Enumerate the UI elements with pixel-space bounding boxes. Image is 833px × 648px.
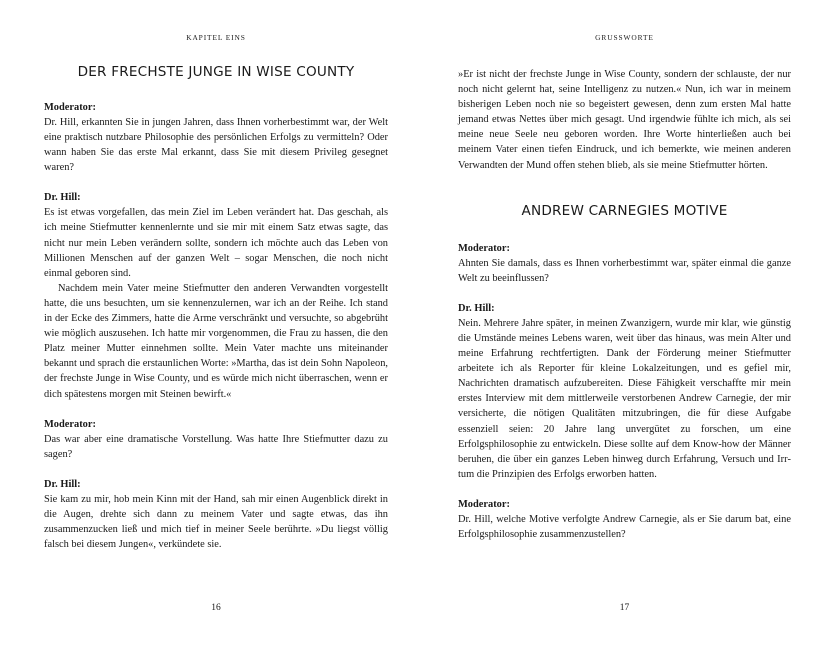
speaker-label: Dr. Hill: <box>458 302 495 314</box>
dialogue-paragraph: Das war aber eine dramatische Vorstellung. Was hatte Ihre Stiefmutter dazu zu sagen? <box>44 433 388 460</box>
dialogue-block <box>44 100 388 175</box>
speaker-label: Moderator: <box>44 418 96 430</box>
running-head-left: KAPITEL EINS <box>186 33 246 42</box>
right-page-body <box>458 67 791 557</box>
dialogue-block <box>458 301 791 482</box>
dialogue-paragraph: Ahnten Sie damals, dass es Ihnen vorherbestimmt war, später einmal die ganze Welt zu beeinflussen? <box>458 257 791 284</box>
speaker-label: Dr. Hill: <box>44 192 81 204</box>
dialogue-block <box>458 241 791 286</box>
speaker-label: Dr. Hill: <box>44 478 81 490</box>
dialogue-paragraph: Nein. Mehrere Jahre später, in meinen Zwanzigern, wurde mir klar, wie günstig die Umstände meines Lebens waren, weit über das hinaus, was mein Alter und meine Erfahrung rechtfertigten. Dank der Förderung meiner Stiefmutter arbeitete ich als Reporter für kleine Lokalzeitungen, und es gefiel mir, Nachrichten dramatisch aufzubereiten. Diese Fähigkeit verschaffte mir mein erstes Interview mit dem mittlerweile verstorbenen Andrew Carnegie, der mir versicherte, die nötigen Qualitäten mitzubringen, die für diese Aufgabe essenziell seien: 20 Jahre lang unvergütet zu forschen, um eine Erfolgsphilosophie zu entwickeln. Diese sollte auf dem Know-how der Männer beruhen, die über ein ganzes Leben hinweg durch Erfahrung, Versuch und Irrtum die Prinzipien des Erfolgs erworben hatten. <box>458 317 791 480</box>
speaker-label: Moderator: <box>44 102 96 113</box>
chapter-title-right: ANDREW CARNEGIES MOTIVE <box>521 202 728 219</box>
running-head-right: GRUSSWORTE <box>595 33 654 42</box>
dialogue-block <box>44 477 388 552</box>
speaker-label: Moderator: <box>458 242 510 254</box>
right-page <box>458 0 791 648</box>
dialogue-block <box>458 497 791 542</box>
opening-paragraph: »Er ist nicht der frechste Junge in Wise County, sondern der schlauste, der nur noch nicht gelernt hat, seine Intelligenz zu nutzen.« Nun, ich war in meinem bisherigen Leben noch nie so begeistert gewesen, denn zum ersten Mal hatte jemand etwas Nettes über mich gesagt. Und irgendwie fühlte ich mich, als sei meine neue Seele neu geboren worden. Ihre Worte hinterließen auch bei meinem Vater einen tiefen Eindruck, und ich bemerkte, wie meinen anderen Verwandten der Mund offen stehen blieb, als sie meine Stiefmutter hörten. <box>458 69 791 171</box>
left-page-body <box>44 100 388 567</box>
dialogue-block <box>44 417 388 462</box>
chapter-title-left: DER FRECHSTE JUNGE IN WISE COUNTY <box>77 64 355 80</box>
page-number-left: 16 <box>211 603 221 613</box>
dialogue-paragraph: Dr. Hill, welche Motive verfolgte Andrew Carnegie, als er Sie darum bat, eine Erfolgsphilosophie zusammenzustellen? <box>458 513 791 540</box>
page-number-right: 17 <box>619 603 630 613</box>
left-page <box>44 0 388 648</box>
dialogue-paragraph: Sie kam zu mir, hob mein Kinn mit der Hand, sah mir einen Augenblick direkt in die Augen, drehte sich dann zu meinem Vater und sagte etwas, das ihn zusammenzucken ließ und mich tief in meiner Seele berührte. »Du liegst völlig falsch bei diesem Jungen«, verkündete sie. <box>44 493 388 551</box>
dialogue-paragraph: Dr. Hill, erkannten Sie in jungen Jahren, dass Ihnen vorherbestimmt war, der Welt eine praktisch nutzbare Philosophie des persönlichen Erfolgs zu vermitteln? Oder wann haben Sie das erste Mal erkannt, dass Sie mit diesem Privileg gesegnet waren? <box>44 117 388 174</box>
dialogue-paragraph: Nachdem mein Vater meine Stiefmutter den anderen Verwandten vorgestellt hatte, die uns besuchten, um sie kennenzulernen, war ich an der Reihe. Ich stand in der Ecke des Zimmers, hatte die Arme verschränkt und versuchte, so abgebrüht wie möglich auszusehen. Ich hatte mir vorgenommen, die Frau zu hassen, die den Platz meiner Mutter einnehmen sollte. Mein Vater machte uns miteinander bekannt und sprach die erstaunlichen Worte: »Martha, das ist dein Sohn Napoleon, der frechste Junge in Wise County, und es würde mich nicht überraschen, wenn er dich spätestens morgen mit Steinen bewirft.« <box>44 282 388 400</box>
speaker-label: Moderator: <box>458 498 510 510</box>
dialogue-block <box>44 190 388 401</box>
dialogue-paragraph: Es ist etwas vorgefallen, das mein Ziel im Leben verändert hat. Das geschah, als ich meine Stiefmutter kennenlernte und sie mir mit einem Satz etwas sagte, das nicht nur mein Leben verändern sollte, sondern ich möchte auch das Leben von Millionen Menschen auf der ganzen Welt – sogar Menschen, die noch nicht einmal geboren sind. <box>44 207 388 279</box>
